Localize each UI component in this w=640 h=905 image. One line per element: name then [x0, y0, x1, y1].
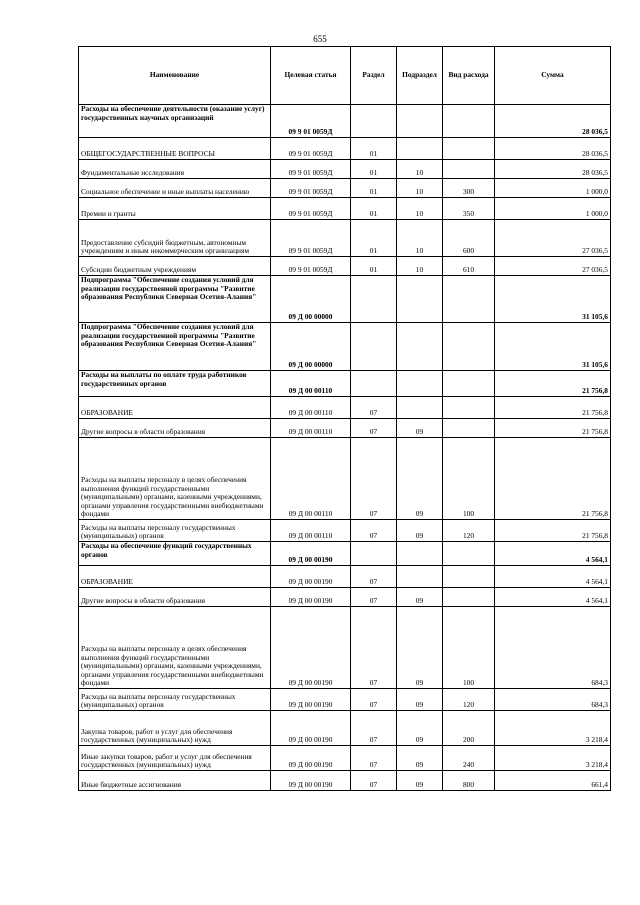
row-name: Расходы на выплаты персоналу государственных (муниципальных) органов	[79, 520, 271, 542]
row-code: 09 9 01 0059Д	[271, 220, 351, 257]
table-row	[79, 257, 611, 276]
table-row	[79, 711, 611, 746]
row-section: 07	[351, 419, 397, 438]
row-section: 01	[351, 160, 397, 179]
row-section	[351, 323, 397, 371]
table-row	[79, 566, 611, 588]
row-section: 07	[351, 520, 397, 542]
row-name: Подпрограмма "Обеспечение создания условий для реализации государственной программы "Развитие образования Республики Северная Осетия-Алания"	[79, 323, 271, 371]
row-subsection: 10	[397, 220, 443, 257]
row-expense: 120	[443, 520, 495, 542]
row-sum: 1 000,0	[495, 179, 611, 198]
row-subsection	[397, 397, 443, 419]
row-section: 07	[351, 588, 397, 607]
row-name: ОБРАЗОВАНИЕ	[79, 397, 271, 419]
row-sum: 661,4	[495, 771, 611, 791]
row-name: Расходы на обеспечение деятельности (оказание услуг) государственных научных организаций	[79, 105, 271, 138]
row-code: 09 Д 00 00110	[271, 419, 351, 438]
table-row	[79, 160, 611, 179]
row-subsection	[397, 323, 443, 371]
row-name: ОБЩЕГОСУДАРСТВЕННЫЕ ВОПРОСЫ	[79, 138, 271, 160]
row-section: 07	[351, 397, 397, 419]
row-subsection	[397, 138, 443, 160]
row-sum: 31 105,6	[495, 323, 611, 371]
row-sum: 21 756,8	[495, 419, 611, 438]
row-expense: 600	[443, 220, 495, 257]
row-expense: 610	[443, 257, 495, 276]
row-sum: 4 564,1	[495, 566, 611, 588]
row-code: 09 Д 00 00190	[271, 711, 351, 746]
row-name: Расходы на выплаты персоналу государственных (муниципальных) органов	[79, 689, 271, 711]
row-expense: 120	[443, 689, 495, 711]
table-row	[79, 588, 611, 607]
table-row	[79, 138, 611, 160]
row-name: Премии и гранты	[79, 198, 271, 220]
row-expense	[443, 276, 495, 323]
row-code: 09 Д 00 00190	[271, 588, 351, 607]
row-subsection: 10	[397, 198, 443, 220]
table-row	[79, 220, 611, 257]
row-subsection: 09	[397, 588, 443, 607]
row-subsection	[397, 542, 443, 566]
row-expense: 100	[443, 438, 495, 520]
row-expense	[443, 419, 495, 438]
row-sum: 684,3	[495, 607, 611, 689]
row-section: 07	[351, 438, 397, 520]
table-row	[79, 105, 611, 138]
table-row	[79, 520, 611, 542]
row-sum: 28 036,5	[495, 138, 611, 160]
row-sum: 21 756,8	[495, 520, 611, 542]
row-subsection: 10	[397, 179, 443, 198]
row-code: 09 Д 00 00110	[271, 371, 351, 397]
row-subsection: 09	[397, 438, 443, 520]
row-subsection	[397, 566, 443, 588]
row-section: 07	[351, 607, 397, 689]
row-subsection: 10	[397, 160, 443, 179]
row-subsection: 09	[397, 607, 443, 689]
row-name: Расходы на обеспечение функций государственных органов	[79, 542, 271, 566]
row-section: 07	[351, 746, 397, 771]
row-subsection: 09	[397, 419, 443, 438]
row-sum: 28 036,5	[495, 160, 611, 179]
row-expense: 200	[443, 711, 495, 746]
table-row	[79, 371, 611, 397]
row-name: Подпрограмма "Обеспечение создания условий для реализации государственной программы "Развитие образования Республики Северная Осетия-Алания"	[79, 276, 271, 323]
row-expense: 800	[443, 771, 495, 791]
row-section: 01	[351, 257, 397, 276]
row-section	[351, 105, 397, 138]
row-code: 09 9 01 0059Д	[271, 198, 351, 220]
row-code: 09 Д 00 00190	[271, 607, 351, 689]
table-row	[79, 276, 611, 323]
row-name: Социальное обеспечение и иные выплаты населению	[79, 179, 271, 198]
table-row	[79, 438, 611, 520]
row-sum: 3 218,4	[495, 711, 611, 746]
row-code: 09 Д 00 00110	[271, 438, 351, 520]
row-name: Фундаментальные исследования	[79, 160, 271, 179]
row-name: ОБРАЗОВАНИЕ	[79, 566, 271, 588]
row-name: Субсидии бюджетным учреждениям	[79, 257, 271, 276]
row-name: Другие вопросы в области образования	[79, 419, 271, 438]
row-sum: 28 036,5	[495, 105, 611, 138]
row-section: 07	[351, 689, 397, 711]
row-subsection: 10	[397, 257, 443, 276]
row-subsection: 09	[397, 711, 443, 746]
table-row	[79, 323, 611, 371]
row-expense	[443, 371, 495, 397]
table-row	[79, 746, 611, 771]
row-section: 07	[351, 771, 397, 791]
row-code: 09 9 01 0059Д	[271, 179, 351, 198]
table-row	[79, 419, 611, 438]
row-subsection: 09	[397, 746, 443, 771]
row-expense	[443, 323, 495, 371]
row-code: 09 Д 00 00190	[271, 746, 351, 771]
row-name: Предоставление субсидий бюджетным, автономным учреждениям и иным некоммерческим организациям	[79, 220, 271, 257]
row-code: 09 Д 00 00000	[271, 323, 351, 371]
header-sum: Сумма	[495, 47, 611, 105]
row-sum: 3 218,4	[495, 746, 611, 771]
table-row	[79, 542, 611, 566]
row-sum: 4 564,1	[495, 542, 611, 566]
row-code: 09 9 01 0059Д	[271, 138, 351, 160]
budget-table	[78, 46, 611, 791]
row-expense	[443, 542, 495, 566]
header-subsection: Подраздел	[397, 47, 443, 105]
row-section: 07	[351, 566, 397, 588]
row-expense	[443, 397, 495, 419]
row-subsection	[397, 105, 443, 138]
row-section: 07	[351, 711, 397, 746]
row-section	[351, 371, 397, 397]
row-expense	[443, 588, 495, 607]
row-subsection: 09	[397, 771, 443, 791]
row-sum: 27 036,5	[495, 220, 611, 257]
row-subsection: 09	[397, 689, 443, 711]
row-sum: 27 036,5	[495, 257, 611, 276]
row-sum: 684,3	[495, 689, 611, 711]
row-code: 09 Д 00 00110	[271, 520, 351, 542]
row-expense	[443, 105, 495, 138]
row-name: Расходы на выплаты персоналу в целях обеспечения выполнения функций государственными (муниципальными) органами, казенными учреждениями, органами управления государственными внебюджетными фондами	[79, 607, 271, 689]
row-code: 09 9 01 0059Д	[271, 160, 351, 179]
row-section	[351, 276, 397, 323]
row-name: Расходы на выплаты персоналу в целях обеспечения выполнения функций государственными (муниципальными) органами, казенными учреждениями, органами управления государственными внебюджетными фондами	[79, 438, 271, 520]
table-row	[79, 397, 611, 419]
row-sum: 1 000,0	[495, 198, 611, 220]
row-expense: 100	[443, 607, 495, 689]
table-row	[79, 689, 611, 711]
row-code: 09 9 01 0059Д	[271, 105, 351, 138]
row-code: 09 Д 00 00190	[271, 689, 351, 711]
table-row	[79, 607, 611, 689]
row-section: 01	[351, 220, 397, 257]
header-section: Раздел	[351, 47, 397, 105]
row-name: Другие вопросы в области образования	[79, 588, 271, 607]
row-name: Закупка товаров, работ и услуг для обеспечения государственных (муниципальных) нужд	[79, 711, 271, 746]
row-subsection	[397, 371, 443, 397]
row-sum: 31 105,6	[495, 276, 611, 323]
row-code: 09 Д 00 00190	[271, 542, 351, 566]
table-row	[79, 771, 611, 791]
row-code: 09 Д 00 00000	[271, 276, 351, 323]
row-expense: 350	[443, 198, 495, 220]
row-code: 09 Д 00 00190	[271, 771, 351, 791]
row-expense: 240	[443, 746, 495, 771]
row-section: 01	[351, 198, 397, 220]
row-code: 09 9 01 0059Д	[271, 257, 351, 276]
row-sum: 4 564,1	[495, 588, 611, 607]
row-expense: 300	[443, 179, 495, 198]
row-section: 01	[351, 179, 397, 198]
header-expense: Вид расхода	[443, 47, 495, 105]
page-number: 655	[313, 34, 327, 44]
row-subsection: 09	[397, 520, 443, 542]
header-row	[79, 47, 611, 105]
table-row	[79, 198, 611, 220]
row-name: Иные бюджетные ассигнования	[79, 771, 271, 791]
row-section: 01	[351, 138, 397, 160]
row-expense	[443, 138, 495, 160]
header-name: Наименование	[79, 47, 271, 105]
row-expense	[443, 160, 495, 179]
row-sum: 21 756,8	[495, 371, 611, 397]
row-code: 09 Д 00 00190	[271, 566, 351, 588]
row-subsection	[397, 276, 443, 323]
row-expense	[443, 566, 495, 588]
header-code: Целевая статья	[271, 47, 351, 105]
table-body	[79, 105, 611, 791]
row-code: 09 Д 00 00110	[271, 397, 351, 419]
row-name: Расходы на выплаты по оплате труда работников государственных органов	[79, 371, 271, 397]
row-sum: 21 756,8	[495, 397, 611, 419]
row-section	[351, 542, 397, 566]
row-sum: 21 756,8	[495, 438, 611, 520]
table-row	[79, 179, 611, 198]
row-name: Иные закупки товаров, работ и услуг для обеспечения государственных (муниципальных) нужд	[79, 746, 271, 771]
